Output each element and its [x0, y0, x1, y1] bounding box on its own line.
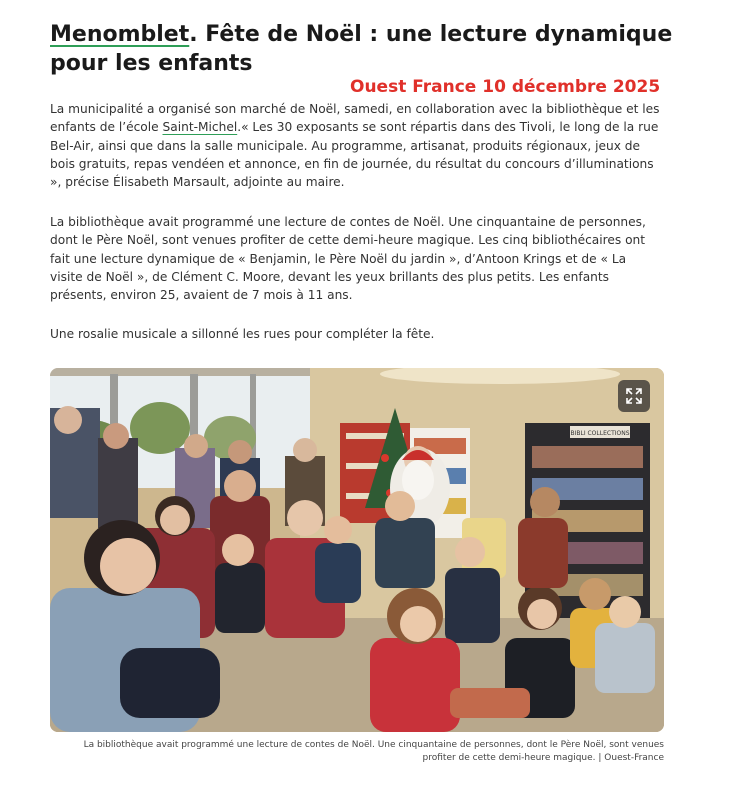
shelf-sign-text: BIBLI COLLECTIONS — [570, 430, 630, 437]
headline-place-link[interactable]: Menomblet — [50, 22, 190, 47]
expand-photo-button[interactable] — [618, 380, 650, 412]
expand-icon — [625, 387, 643, 405]
headline-title-text: . Fête de Noël : une lecture dynamique pour les enfants — [50, 22, 673, 76]
paragraph-1-text-start: La municipalité a organisé son marché de Noël, samedi, en collaboration avec la bibliothèque et les enfants de l’école — [50, 102, 660, 135]
article-photo[interactable] — [50, 368, 664, 732]
article-paragraph-2: La bibliothèque avait programmé une lecture de contes de Noël. Une cinquantaine de personnes, dont le Père Noël, sont venues profiter de cette demi-heure magique. Les cinq bibliothécaires ont fait une lecture dynamique de « Benjamin, le Père Noël du jardin », d’Antoon Krings et de « La visite de Noël », de Clément C. Moore, devant les yeux brillants des plus petits. Les enfants présents, environ 25, avaient de 7 mois à 11 ans. — [50, 215, 646, 303]
article-paragraph-3: Une rosalie musicale a sillonné les rues pour compléter la fête. — [50, 327, 435, 341]
article-headline — [50, 20, 690, 78]
library-audience-illustration — [50, 368, 664, 732]
article-paragraph-1 — [50, 100, 660, 191]
photo-caption: La bibliothèque avait programmé une lecture de contes de Noël. Une cinquantaine de personnes, dont le Père Noël, sont venues profiter de cette demi-heure magique. | Ouest-France — [83, 740, 664, 763]
school-link[interactable]: Saint-Michel — [162, 120, 238, 135]
source-date-overlay: Ouest France 10 décembre 2025 — [350, 77, 661, 97]
paragraph-1-text-end: .« Les 30 exposants se sont répartis dans des Tivoli, le long de la rue Bel-Air, ainsi que dans la salle municipale. Au programme, artisanat, produits régionaux, jeux de bois gratuits, repas vendéen et annonce, en fin de journée, du résultat du concours d’illuminations », précise Élisabeth Marsault, adjointe au maire. — [50, 120, 659, 190]
